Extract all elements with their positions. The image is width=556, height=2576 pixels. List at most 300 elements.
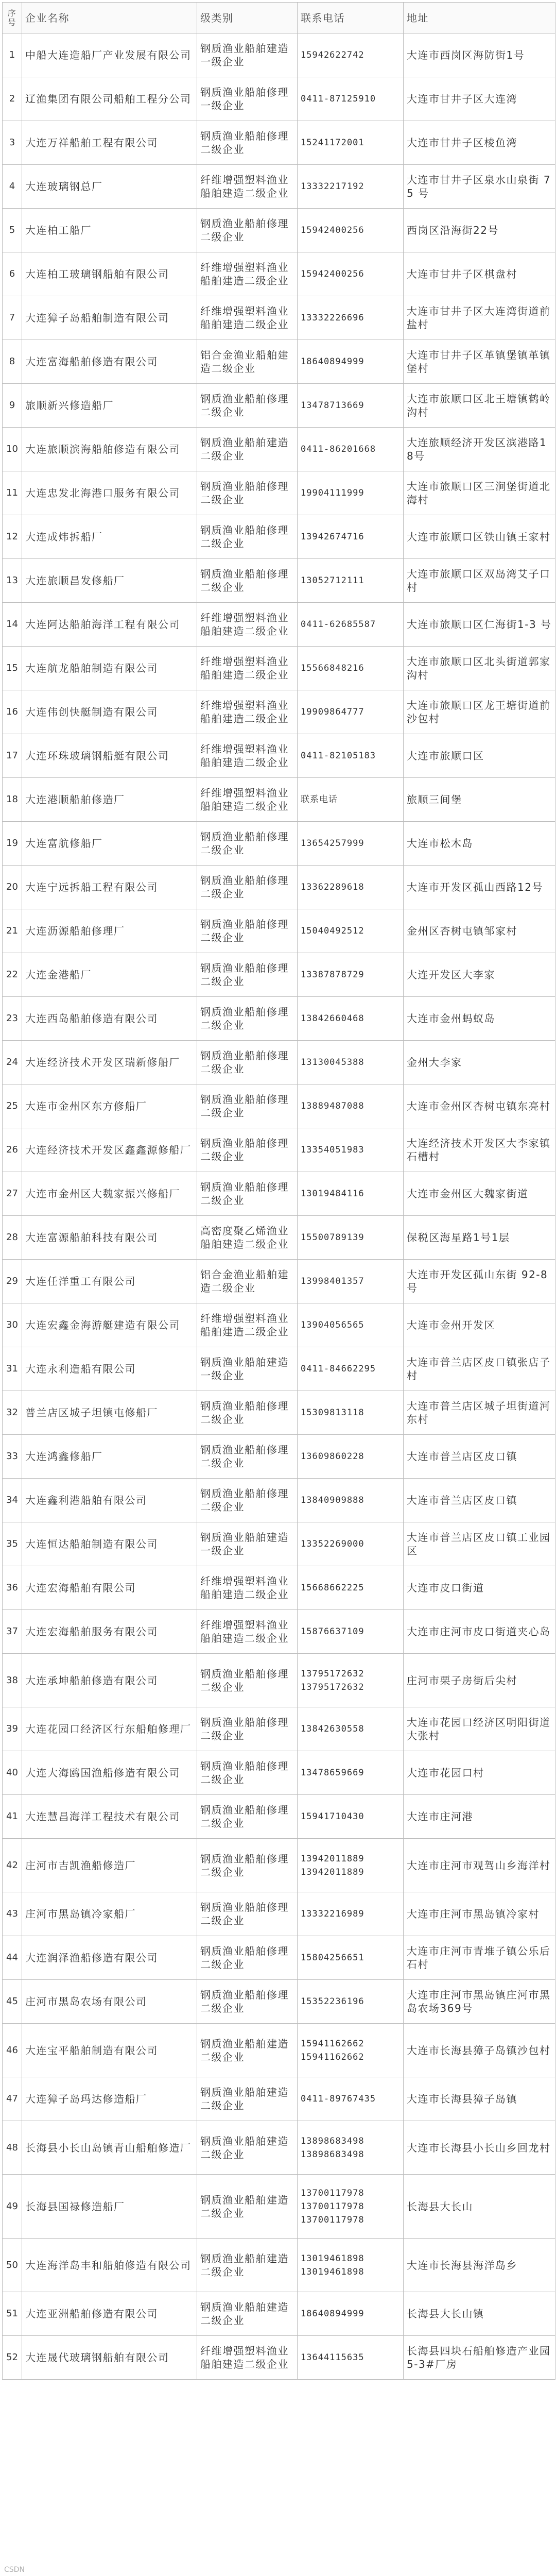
table-row xyxy=(3,559,555,603)
cell-address: 大连市庄河市黑岛镇庄河市黑岛农场369号 xyxy=(404,1980,555,2024)
cell-seq: 35 xyxy=(3,1522,22,1566)
cell-seq: 42 xyxy=(3,1839,22,1892)
table-row xyxy=(3,2175,555,2239)
cell-address: 大连市庄河市青堆子镇公乐后石村 xyxy=(404,1936,555,1980)
phone-number: 13889487088 xyxy=(301,1101,364,1111)
cell-name: 大连獐子岛玛达修造船厂 xyxy=(22,2077,197,2121)
cell-phone xyxy=(298,165,404,209)
cell-name: 大连富源船舶科技有限公司 xyxy=(22,1216,197,1260)
cell-seq: 27 xyxy=(3,1172,22,1216)
cell-address: 大连市普兰店区皮口镇工业园区 xyxy=(404,1522,555,1566)
cell-address: 旅顺三间堡 xyxy=(404,778,555,822)
cell-address: 大连市开发区孤山东街 92-8 号 xyxy=(404,1260,555,1303)
table-row xyxy=(3,1084,555,1128)
cell-address: 大连市旅顺口区双岛湾艾子口村 xyxy=(404,559,555,603)
cell-type: 钢质渔业船舶建造二级企业 xyxy=(197,2121,298,2175)
cell-seq: 23 xyxy=(3,997,22,1041)
table-row xyxy=(3,1172,555,1216)
cell-address: 大连市长海县海洋岛乡 xyxy=(404,2239,555,2292)
phone-number: 15876637109 xyxy=(301,1626,364,1637)
cell-address: 大连市皮口街道 xyxy=(404,1566,555,1610)
phone-number: 15941162662 xyxy=(301,2038,364,2049)
cell-seq: 37 xyxy=(3,1610,22,1654)
phone-number: 13942011889 xyxy=(301,1867,364,1877)
cell-seq: 49 xyxy=(3,2175,22,2239)
cell-type: 钢质渔业船舶修理二级企业 xyxy=(197,209,298,252)
cell-type: 钢质渔业船舶修理二级企业 xyxy=(197,515,298,559)
cell-seq: 43 xyxy=(3,1892,22,1936)
cell-address: 金州大李家 xyxy=(404,1041,555,1084)
header-phone: 联系电话 xyxy=(298,3,404,33)
phone-number: 0411-62685587 xyxy=(301,619,376,630)
cell-seq: 2 xyxy=(3,77,22,121)
cell-name: 大连宏鑫金海游艇建造有限公司 xyxy=(22,1303,197,1347)
cell-type: 钢质渔业船舶修理二级企业 xyxy=(197,1041,298,1084)
cell-type: 钢质渔业船舶修理二级企业 xyxy=(197,909,298,953)
cell-seq: 12 xyxy=(3,515,22,559)
cell-type: 纤维增强塑料渔业船舶建造二级企业 xyxy=(197,603,298,647)
cell-name: 大连慧昌海洋工程技术有限公司 xyxy=(22,1795,197,1839)
cell-name: 中船大连造船厂产业发展有限公司 xyxy=(22,33,197,77)
cell-type: 钢质渔业船舶修理二级企业 xyxy=(197,822,298,866)
cell-address: 大连市金州区大魏家街道 xyxy=(404,1172,555,1216)
cell-seq: 1 xyxy=(3,33,22,77)
cell-type: 钢质渔业船舶修理二级企业 xyxy=(197,1084,298,1128)
cell-name: 大连大海鸥国渔船修造有限公司 xyxy=(22,1751,197,1795)
cell-address: 大连市甘井子区革镇堡镇革镇堡村 xyxy=(404,340,555,384)
cell-phone xyxy=(298,1041,404,1084)
table-row xyxy=(3,1566,555,1610)
cell-seq: 11 xyxy=(3,471,22,515)
table-row xyxy=(3,866,555,909)
table-row xyxy=(3,1707,555,1751)
cell-phone xyxy=(298,2239,404,2292)
cell-seq: 15 xyxy=(3,647,22,690)
phone-number: 13019461898 xyxy=(301,2266,364,2277)
cell-address: 长海县四块石船舶修造产业园5-3#厂房 xyxy=(404,2336,555,2380)
cell-phone xyxy=(298,1303,404,1347)
phone-number: 13332226696 xyxy=(301,313,364,323)
cell-phone xyxy=(298,690,404,734)
enterprise-table xyxy=(2,2,555,2380)
cell-name: 大连润泽渔船修造有限公司 xyxy=(22,1936,197,1980)
cell-seq: 25 xyxy=(3,1084,22,1128)
table-row xyxy=(3,778,555,822)
cell-seq: 7 xyxy=(3,296,22,340)
cell-type: 钢质渔业船舶修理二级企业 xyxy=(197,1391,298,1435)
cell-address: 大连市普兰店区皮口镇 xyxy=(404,1435,555,1479)
phone-number: 0411-89767435 xyxy=(301,2094,376,2104)
phone-number: 13840909888 xyxy=(301,1495,364,1505)
table-row xyxy=(3,1347,555,1391)
cell-address: 大连市旅顺口区北头街道郭家沟村 xyxy=(404,647,555,690)
cell-seq: 47 xyxy=(3,2077,22,2121)
phone-number: 联系电话 xyxy=(301,794,338,805)
cell-seq: 50 xyxy=(3,2239,22,2292)
phone-number: 13332217192 xyxy=(301,181,364,192)
cell-type: 纤维增强塑料渔业船舶建造二级企业 xyxy=(197,734,298,778)
cell-address: 大连市旅顺口区北王塘镇鹤岭沟村 xyxy=(404,384,555,428)
cell-phone xyxy=(298,822,404,866)
table-row xyxy=(3,953,555,997)
table-row xyxy=(3,1980,555,2024)
cell-seq: 21 xyxy=(3,909,22,953)
cell-type: 钢质渔业船舶建造二级企业 xyxy=(197,2024,298,2077)
cell-seq: 38 xyxy=(3,1654,22,1707)
cell-address: 大连市普兰店区皮口镇张店子村 xyxy=(404,1347,555,1391)
cell-type: 纤维增强塑料渔业船舶建造二级企业 xyxy=(197,252,298,296)
phone-number: 0411-82105183 xyxy=(301,751,376,761)
phone-number: 13352269000 xyxy=(301,1539,364,1549)
cell-name: 大连宏海船舶有限公司 xyxy=(22,1566,197,1610)
cell-address: 大连市庄河市黑岛镇冷家村 xyxy=(404,1892,555,1936)
cell-seq: 34 xyxy=(3,1479,22,1522)
phone-number: 13354051983 xyxy=(301,1145,364,1155)
table-row xyxy=(3,603,555,647)
cell-seq: 46 xyxy=(3,2024,22,2077)
cell-name: 大连柏工玻璃钢船舶有限公司 xyxy=(22,252,197,296)
table-row xyxy=(3,209,555,252)
cell-address: 大连市旅顺口区三涧堡街道北海村 xyxy=(404,471,555,515)
cell-address: 大连市开发区孤山西路12号 xyxy=(404,866,555,909)
cell-phone xyxy=(298,1084,404,1128)
phone-number: 0411-84662295 xyxy=(301,1364,376,1374)
cell-address: 长海县大长山镇 xyxy=(404,2292,555,2336)
cell-seq: 20 xyxy=(3,866,22,909)
cell-address: 大连市旅顺口区 xyxy=(404,734,555,778)
cell-phone xyxy=(298,1128,404,1172)
cell-type: 钢质渔业船舶修理二级企业 xyxy=(197,1654,298,1707)
table-row xyxy=(3,1795,555,1839)
table-row xyxy=(3,1936,555,1980)
cell-phone xyxy=(298,1795,404,1839)
cell-name: 辽渔集团有限公司船舶工程分公司 xyxy=(22,77,197,121)
cell-type: 高密度聚乙烯渔业船舶建造二级企业 xyxy=(197,1216,298,1260)
phone-number: 13795172632 xyxy=(301,1668,364,1679)
cell-phone xyxy=(298,252,404,296)
phone-number: 13019461898 xyxy=(301,2253,364,2264)
cell-seq: 8 xyxy=(3,340,22,384)
cell-type: 铝合金渔业船舶建造二级企业 xyxy=(197,340,298,384)
cell-seq: 6 xyxy=(3,252,22,296)
cell-name: 普兰店区城子坦镇屯修船厂 xyxy=(22,1391,197,1435)
cell-name: 大连伟创快艇制造有限公司 xyxy=(22,690,197,734)
cell-name: 大连鑫利港船舶有限公司 xyxy=(22,1479,197,1522)
cell-seq: 33 xyxy=(3,1435,22,1479)
cell-name: 大连忠发北海港口服务有限公司 xyxy=(22,471,197,515)
cell-type: 钢质渔业船舶修理二级企业 xyxy=(197,1936,298,1980)
cell-address: 大连市旅顺口区铁山镇王家村 xyxy=(404,515,555,559)
cell-address: 大连市花园口村 xyxy=(404,1751,555,1795)
cell-phone xyxy=(298,603,404,647)
cell-type: 钢质渔业船舶修理二级企业 xyxy=(197,1435,298,1479)
cell-type: 纤维增强塑料渔业船舶建造二级企业 xyxy=(197,165,298,209)
table-row xyxy=(3,2239,555,2292)
cell-phone xyxy=(298,953,404,997)
cell-name: 大连鸿鑫修船厂 xyxy=(22,1435,197,1479)
cell-type: 钢质渔业船舶建造一级企业 xyxy=(197,1522,298,1566)
cell-name: 大连万祥船舶工程有限公司 xyxy=(22,121,197,165)
cell-seq: 13 xyxy=(3,559,22,603)
cell-address: 大连市庄河港 xyxy=(404,1795,555,1839)
cell-type: 纤维增强塑料渔业船舶建造二级企业 xyxy=(197,1566,298,1610)
table-row xyxy=(3,1522,555,1566)
cell-type: 钢质渔业船舶修理二级企业 xyxy=(197,1839,298,1892)
table-row xyxy=(3,1391,555,1435)
cell-name: 大连宏海船舶服务有限公司 xyxy=(22,1610,197,1654)
watermark: CSDN xyxy=(4,2566,25,2574)
cell-phone xyxy=(298,866,404,909)
phone-number: 15352236196 xyxy=(301,1996,364,2007)
cell-phone xyxy=(298,1260,404,1303)
cell-phone xyxy=(298,1216,404,1260)
cell-phone xyxy=(298,2024,404,2077)
cell-name: 大连獐子岛船舶制造有限公司 xyxy=(22,296,197,340)
phone-number: 15500789139 xyxy=(301,1232,364,1243)
table-row xyxy=(3,1303,555,1347)
phone-number: 13478659669 xyxy=(301,1768,364,1778)
cell-phone xyxy=(298,1936,404,1980)
cell-name: 大连经济技术开发区鑫鑫源修船厂 xyxy=(22,1128,197,1172)
phone-number: 13700117978 xyxy=(301,2201,364,2212)
phone-number: 13644115635 xyxy=(301,2352,364,2363)
cell-type: 钢质渔业船舶修理二级企业 xyxy=(197,1128,298,1172)
cell-type: 钢质渔业船舶建造一级企业 xyxy=(197,1347,298,1391)
cell-type: 钢质渔业船舶修理二级企业 xyxy=(197,953,298,997)
cell-phone xyxy=(298,515,404,559)
table-row xyxy=(3,165,555,209)
cell-address: 大连市庄河市皮口街道夹心岛 xyxy=(404,1610,555,1654)
cell-phone xyxy=(298,77,404,121)
cell-seq: 17 xyxy=(3,734,22,778)
cell-name: 大连经济技术开发区瑞新修船厂 xyxy=(22,1041,197,1084)
table-row xyxy=(3,428,555,471)
cell-seq: 18 xyxy=(3,778,22,822)
cell-seq: 51 xyxy=(3,2292,22,2336)
cell-address: 大连市花园口经济区明阳街道大张村 xyxy=(404,1707,555,1751)
cell-name: 大连花园口经济区行东船舶修理厂 xyxy=(22,1707,197,1751)
cell-name: 大连亚洲船舶修造有限公司 xyxy=(22,2292,197,2336)
cell-address: 大连市甘井子区大连湾 xyxy=(404,77,555,121)
phone-number: 15241172001 xyxy=(301,138,364,148)
table-row xyxy=(3,1216,555,1260)
table-row xyxy=(3,1839,555,1892)
cell-phone xyxy=(298,1707,404,1751)
table-row xyxy=(3,2292,555,2336)
cell-address: 大连市甘井子区泉水山泉街 75 号 xyxy=(404,165,555,209)
enterprise-table-sheet xyxy=(2,2,555,2380)
table-row xyxy=(3,1892,555,1936)
cell-seq: 31 xyxy=(3,1347,22,1391)
cell-address: 大连旅顺经济开发区滨港路18号 xyxy=(404,428,555,471)
cell-type: 钢质渔业船舶修理二级企业 xyxy=(197,997,298,1041)
cell-address: 西岗区沿海街22号 xyxy=(404,209,555,252)
table-row xyxy=(3,384,555,428)
cell-address: 保税区海星路1号1层 xyxy=(404,1216,555,1260)
cell-phone xyxy=(298,340,404,384)
phone-number: 13898683498 xyxy=(301,2136,364,2146)
cell-address: 大连市金州蚂蚁岛 xyxy=(404,997,555,1041)
cell-seq: 9 xyxy=(3,384,22,428)
cell-type: 钢质渔业船舶修理二级企业 xyxy=(197,866,298,909)
table-row xyxy=(3,2024,555,2077)
table-row xyxy=(3,296,555,340)
cell-type: 钢质渔业船舶修理二级企业 xyxy=(197,1892,298,1936)
cell-type: 钢质渔业船舶修理二级企业 xyxy=(197,559,298,603)
table-row xyxy=(3,822,555,866)
phone-number: 13795172632 xyxy=(301,1682,364,1692)
phone-number: 15804256651 xyxy=(301,1953,364,1963)
cell-name: 长海县小长山岛镇青山船舶修造厂 xyxy=(22,2121,197,2175)
cell-address: 大连市甘井子区棱鱼湾 xyxy=(404,121,555,165)
phone-number: 15040492512 xyxy=(301,926,364,936)
cell-address: 大连市长海县小长山乡回龙村 xyxy=(404,2121,555,2175)
phone-number: 13700117978 xyxy=(301,2188,364,2198)
cell-seq: 22 xyxy=(3,953,22,997)
header-name: 企业名称 xyxy=(22,3,197,33)
table-row xyxy=(3,471,555,515)
phone-number: 19904111999 xyxy=(301,488,364,498)
cell-type: 钢质渔业船舶修理二级企业 xyxy=(197,1172,298,1216)
cell-phone xyxy=(298,384,404,428)
phone-number: 15941162662 xyxy=(301,2052,364,2062)
cell-phone xyxy=(298,1435,404,1479)
cell-phone xyxy=(298,209,404,252)
cell-type: 钢质渔业船舶建造二级企业 xyxy=(197,2292,298,2336)
cell-type: 钢质渔业船舶建造一级企业 xyxy=(197,33,298,77)
table-row xyxy=(3,1751,555,1795)
cell-phone xyxy=(298,1391,404,1435)
cell-phone xyxy=(298,471,404,515)
phone-number: 13478713669 xyxy=(301,400,364,411)
table-row xyxy=(3,252,555,296)
table-header-row xyxy=(3,3,555,33)
table-row xyxy=(3,734,555,778)
phone-number: 13019484116 xyxy=(301,1189,364,1199)
phone-number: 13654257999 xyxy=(301,838,364,849)
table-row xyxy=(3,1435,555,1479)
cell-name: 大连恒达船舶制造有限公司 xyxy=(22,1522,197,1566)
cell-type: 钢质渔业船舶修理二级企业 xyxy=(197,121,298,165)
cell-name: 大连市金州区东方修船厂 xyxy=(22,1084,197,1128)
cell-phone xyxy=(298,1347,404,1391)
cell-type: 钢质渔业船舶建造二级企业 xyxy=(197,2239,298,2292)
phone-number: 13609860228 xyxy=(301,1451,364,1462)
cell-name: 庄河市吉凯渔船修造厂 xyxy=(22,1839,197,1892)
phone-number: 15566848216 xyxy=(301,663,364,673)
cell-address: 大连市松木岛 xyxy=(404,822,555,866)
cell-type: 纤维增强塑料渔业船舶建造二级企业 xyxy=(197,2336,298,2380)
cell-type: 纤维增强塑料渔业船舶建造二级企业 xyxy=(197,296,298,340)
table-row xyxy=(3,647,555,690)
cell-address: 大连市金州开发区 xyxy=(404,1303,555,1347)
phone-number: 15668662225 xyxy=(301,1583,364,1593)
cell-phone xyxy=(298,2175,404,2239)
cell-address: 大连市西岗区海防街1号 xyxy=(404,33,555,77)
cell-seq: 41 xyxy=(3,1795,22,1839)
cell-address: 大连市长海县獐子岛镇 xyxy=(404,2077,555,2121)
cell-type: 钢质渔业船舶修理二级企业 xyxy=(197,1479,298,1522)
cell-phone xyxy=(298,1566,404,1610)
cell-type: 铝合金渔业船舶建造二级企业 xyxy=(197,1260,298,1303)
table-row xyxy=(3,515,555,559)
cell-phone xyxy=(298,734,404,778)
cell-name: 大连金港船厂 xyxy=(22,953,197,997)
phone-number: 13942011889 xyxy=(301,1853,364,1864)
cell-seq: 26 xyxy=(3,1128,22,1172)
cell-name: 庄河市黑岛农场有限公司 xyxy=(22,1980,197,2024)
phone-number: 13052712111 xyxy=(301,575,364,586)
cell-name: 大连玻璃钢总厂 xyxy=(22,165,197,209)
cell-address: 大连市旅顺口区仁海街1-3 号 xyxy=(404,603,555,647)
cell-address: 金州区杏树屯镇邹家村 xyxy=(404,909,555,953)
phone-number: 13842630558 xyxy=(301,1724,364,1734)
cell-type: 钢质渔业船舶建造二级企业 xyxy=(197,2077,298,2121)
cell-phone xyxy=(298,1522,404,1566)
cell-seq: 10 xyxy=(3,428,22,471)
cell-type: 纤维增强塑料渔业船舶建造二级企业 xyxy=(197,1303,298,1347)
cell-seq: 30 xyxy=(3,1303,22,1347)
cell-phone xyxy=(298,2292,404,2336)
cell-phone xyxy=(298,778,404,822)
cell-seq: 14 xyxy=(3,603,22,647)
cell-name: 大连沥源船舶修理厂 xyxy=(22,909,197,953)
table-row xyxy=(3,1041,555,1084)
cell-seq: 36 xyxy=(3,1566,22,1610)
cell-name: 大连航龙船舶制造有限公司 xyxy=(22,647,197,690)
cell-name: 大连富海船舶修造有限公司 xyxy=(22,340,197,384)
cell-address: 大连市庄河市观驾山乡海洋村 xyxy=(404,1839,555,1892)
cell-address: 大连经济技术开发区大李家镇石槽村 xyxy=(404,1128,555,1172)
cell-address: 大连市甘井子区棋盘村 xyxy=(404,252,555,296)
cell-type: 钢质渔业船舶修理二级企业 xyxy=(197,471,298,515)
cell-seq: 3 xyxy=(3,121,22,165)
cell-type: 钢质渔业船舶修理一级企业 xyxy=(197,77,298,121)
cell-address: 大连市金州区杏树屯镇东亮村 xyxy=(404,1084,555,1128)
table-row xyxy=(3,2336,555,2380)
cell-type: 钢质渔业船舶修理二级企业 xyxy=(197,1707,298,1751)
cell-seq: 4 xyxy=(3,165,22,209)
cell-name: 大连西岛船舶修造有限公司 xyxy=(22,997,197,1041)
cell-phone xyxy=(298,1479,404,1522)
cell-phone xyxy=(298,33,404,77)
cell-name: 大连海洋岛丰和船舶修造有限公司 xyxy=(22,2239,197,2292)
cell-name: 大连晟代玻璃钢船舶有限公司 xyxy=(22,2336,197,2380)
cell-name: 大连旅顺昌发修船厂 xyxy=(22,559,197,603)
cell-address: 大连市普兰店区皮口镇 xyxy=(404,1479,555,1522)
phone-number: 13130045388 xyxy=(301,1057,364,1067)
phone-number: 13332216989 xyxy=(301,1909,364,1919)
phone-number: 13942674716 xyxy=(301,532,364,542)
header-type: 级类别 xyxy=(197,3,298,33)
phone-number: 18640894999 xyxy=(301,2309,364,2319)
header-seq: 序号 xyxy=(3,3,22,33)
cell-type: 纤维增强塑料渔业船舶建造二级企业 xyxy=(197,778,298,822)
table-row xyxy=(3,1610,555,1654)
cell-name: 大连任洋重工有限公司 xyxy=(22,1260,197,1303)
phone-number: 15309813118 xyxy=(301,1408,364,1418)
table-row xyxy=(3,1260,555,1303)
cell-seq: 5 xyxy=(3,209,22,252)
cell-phone xyxy=(298,1610,404,1654)
cell-phone xyxy=(298,1892,404,1936)
phone-number: 18640894999 xyxy=(301,357,364,367)
cell-seq: 29 xyxy=(3,1260,22,1303)
cell-phone xyxy=(298,2121,404,2175)
cell-address: 大连市长海县獐子岛镇沙包村 xyxy=(404,2024,555,2077)
cell-seq: 28 xyxy=(3,1216,22,1260)
phone-number: 13898683498 xyxy=(301,2149,364,2160)
